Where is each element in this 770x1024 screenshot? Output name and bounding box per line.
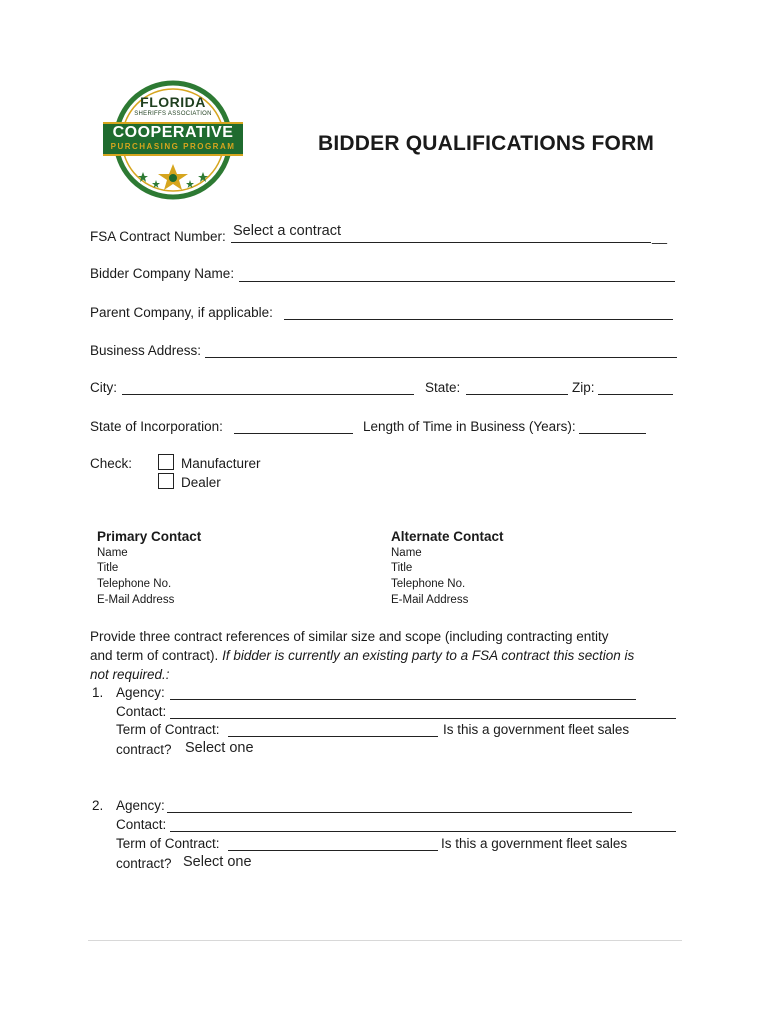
references-intro-italic: If bidder is currently an existing party to a FSA contract this section is [218, 648, 635, 663]
city-label: City: [90, 380, 117, 395]
business-address-field[interactable] [205, 341, 677, 358]
incorporation-label: State of Incorporation: [90, 419, 223, 434]
logo-top-text: FLORIDA [140, 94, 206, 110]
form-title: BIDDER QUALIFICATIONS FORM [318, 132, 655, 155]
primary-contact-telephone: Telephone No. [97, 578, 172, 590]
manufacturer-checkbox[interactable] [158, 454, 174, 470]
reference-1-agency-label: Agency: [116, 685, 165, 700]
references-intro-line1: Provide three contract references of similar size and scope (including contracting entity [90, 629, 609, 644]
reference-2-contact-field[interactable] [170, 815, 676, 832]
logo-sub-text: SHERIFFS ASSOCIATION [134, 111, 212, 117]
reference-2-contact-label: Contact: [116, 817, 167, 832]
fsa-logo [98, 78, 248, 202]
primary-contact-title: Title [97, 562, 119, 574]
primary-contact-heading: Primary Contact [97, 529, 202, 544]
reference-2-number: 2. [92, 798, 104, 813]
manufacturer-option-label: Manufacturer [181, 456, 261, 471]
business-address-label: Business Address: [90, 343, 202, 358]
city-field[interactable] [122, 378, 414, 395]
reference-1-number: 1. [92, 685, 104, 700]
logo-banner-main: COOPERATIVE [112, 124, 234, 141]
parent-company-field[interactable] [284, 303, 673, 320]
contract-number-value[interactable]: Select a contract [233, 223, 341, 239]
reference-1-agency-field[interactable] [170, 683, 636, 700]
state-field[interactable] [466, 378, 568, 395]
reference-2-agency-label: Agency: [116, 798, 165, 813]
contract-number-label: FSA Contract Number: [90, 229, 226, 244]
alternate-contact-name: Name [391, 547, 422, 559]
reference-1-contract-q-label: contract? [116, 742, 172, 757]
reference-1-term-field[interactable] [228, 720, 438, 737]
dealer-checkbox[interactable] [158, 473, 174, 489]
reference-1-contact-field[interactable] [170, 702, 676, 719]
company-name-label: Bidder Company Name: [90, 266, 235, 281]
alternate-contact-telephone: Telephone No. [391, 578, 466, 590]
references-intro-plain: and term of contract). [90, 648, 219, 663]
reference-2-contract-q-label: contract? [116, 856, 172, 871]
check-label: Check: [90, 456, 133, 471]
logo-banner-sub: PURCHASING PROGRAM [110, 142, 236, 151]
reference-2-fleet-select[interactable]: Select one [183, 854, 252, 870]
dealer-option-label: Dealer [181, 475, 221, 490]
reference-1-fleet-select[interactable]: Select one [185, 740, 254, 756]
reference-2-agency-field[interactable] [167, 796, 632, 813]
zip-label: Zip: [572, 380, 595, 395]
state-label: State: [425, 380, 461, 395]
zip-field[interactable] [598, 378, 673, 395]
reference-1-term-label: Term of Contract: [116, 722, 220, 737]
length-in-business-field[interactable] [579, 417, 646, 434]
alternate-contact-title: Title [391, 562, 413, 574]
footer-divider [88, 940, 682, 941]
references-intro-line2 [90, 648, 634, 663]
incorporation-field[interactable] [234, 417, 353, 434]
reference-1-contact-label: Contact: [116, 704, 167, 719]
alternate-contact-heading: Alternate Contact [391, 529, 504, 544]
reference-2-term-label: Term of Contract: [116, 836, 220, 851]
references-intro-line3: not required.: [90, 667, 170, 682]
parent-company-label: Parent Company, if applicable: [90, 305, 273, 320]
reference-1-fleet-question: Is this a government fleet sales [443, 722, 630, 737]
primary-contact-email: E-Mail Address [97, 594, 175, 606]
company-name-field[interactable] [239, 265, 675, 282]
length-in-business-label: Length of Time in Business (Years): [363, 419, 576, 434]
primary-contact-name: Name [97, 547, 128, 559]
contract-number-tail: __ [652, 229, 668, 244]
reference-2-fleet-question: Is this a government fleet sales [441, 836, 628, 851]
reference-2-term-field[interactable] [228, 834, 438, 851]
alternate-contact-email: E-Mail Address [391, 594, 469, 606]
